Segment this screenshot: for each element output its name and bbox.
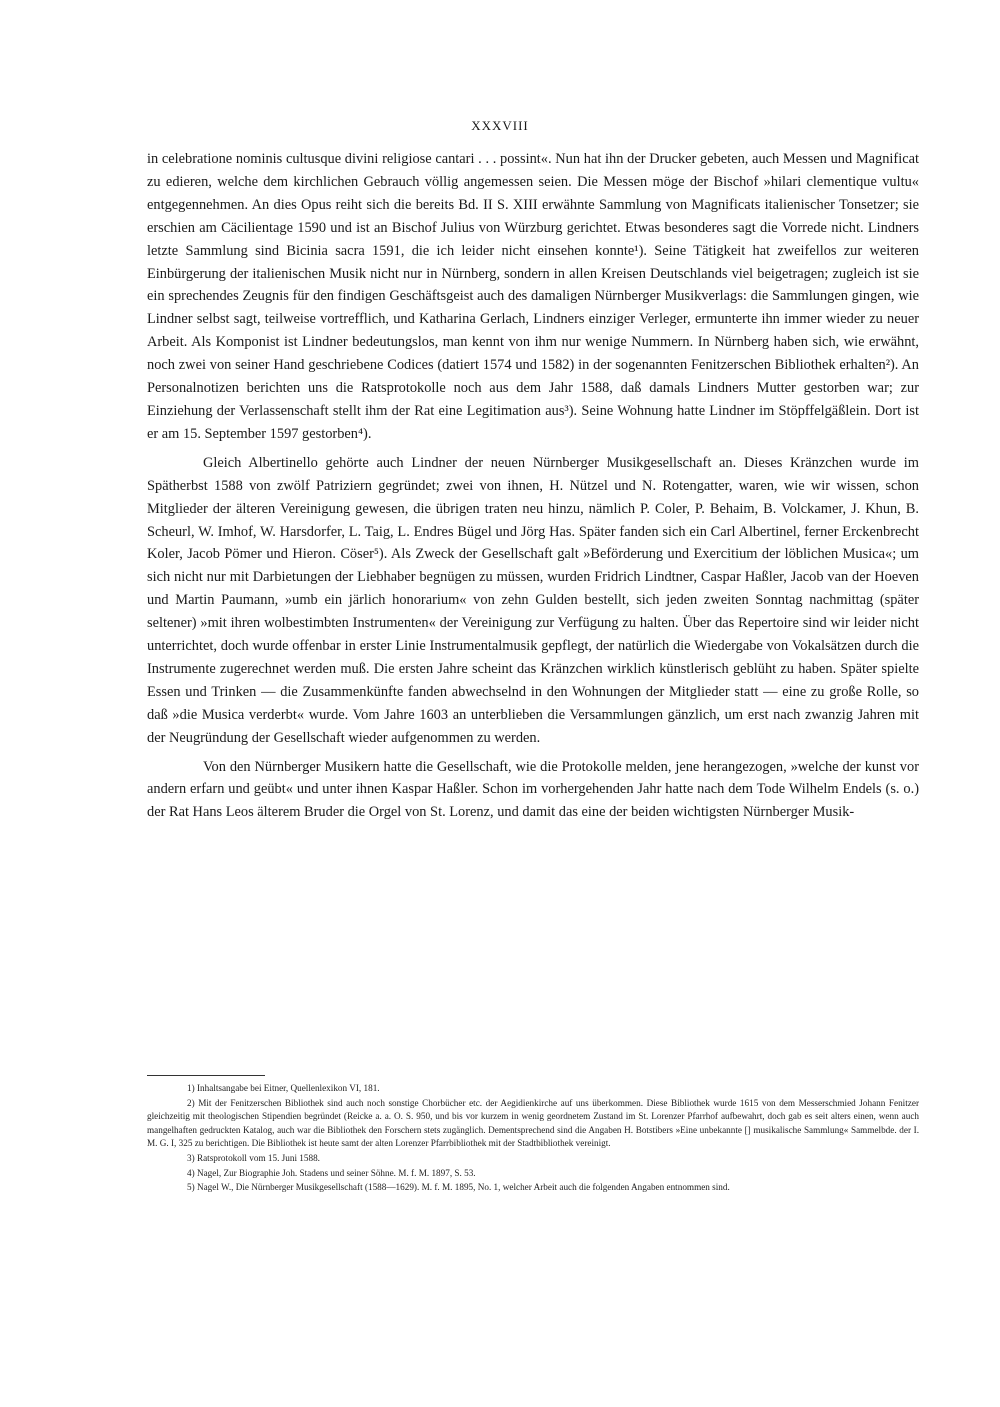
footnote-2: 2) Mit der Fenitzerschen Bibliothek sind auch noch sonstige Chorbücher etc. der Aegidienkirche auf uns überkommen. Diese Bibliothek wurde 1615 von dem Messerschmied Johann Fenitzer gleichzeitig mit theologischen Stipendien begründet (Reicke a. a. O. S. 950, und bis vor kurzem in wenig geordnetem Zustand im St. Lorenzer Pfarrhof aufbewahrt, doch gab es seit alters einen, wenn auch mangelhaften gedruckten Katalog, auch war die Bibliothek den Forschern stets zugänglich. Dementsprechend sind die Angaben H. Botstibers »Eine unbekannte [] musikalische Sammlung« Sammelbde. der I. M. G. I, 325 zu berichtigen. Die Bibliothek ist heute samt der alten Lorenzer Pfarrbibliothek mit der Stadtbibliothek vereinigt.	[147, 1097, 919, 1149]
footnote-4: 4) Nagel, Zur Biographie Joh. Stadens und seiner Söhne. M. f. M. 1897, S. 53.	[187, 1167, 476, 1178]
paragraph-1: in celebratione nominis cultusque divini religiose cantari . . . possint«. Nun hat ihn der Drucker gebeten, auch Messen und Magnificat zu edieren, welche dem kirchlichen Gebrauch völlig angemessen seien. Die Messen möge der Bischof »hilari clementique vultu« entgegennehmen. An dies Opus reiht sich die bereits Bd. II S. XIII erwähnte Sammlung von Magnificats italienischer Tonsetzer; sie erschien am Cäcilientage 1590 und ist an Bischof Julius von Würzburg gerichtet. Etwas besonderes sagt die Vorrede nicht. Lindners letzte Sammlung sind Bicinia sacra 1591, die ich leider nicht einsehen konnte¹). Seine Tätigkeit hat zweifellos zur weiteren Einbürgerung der italienischen Musik nicht nur in Nürnberg, sondern in allen Kreisen Deutschlands viel beigetragen; zugleich ist sie ein sprechendes Zeugnis für den findigen Geschäftsgeist auch des damaligen Nürnberger Musikverlags: die Sammlungen gingen, wie Lindner selbst sagt, teilweise vortrefflich, und Katharina Gerlach, Lindners einziger Verleger, ermunterte ihn immer wieder zu neuer Arbeit. Als Komponist ist Lindner bedeutungslos, man kennt von ihm nur wenige Nummern. In Nürnberg haben sich, wie erwähnt, noch zwei von seiner Hand geschriebene Codices (datiert 1574 und 1582) in der sogenannten Fenitzerschen Bibliothek erhalten²). An Personalnotizen berichten uns die Ratsprotokolle noch aus dem Jahr 1588, daß damals Lindners Mutter gestorben war; zur Einziehung der Verlassenschaft stellt ihm der Rat eine Legitimation aus³). Seine Wohnung hatte Lindner im Stöpffelgäßlein. Dort ist er am 15. September 1597 gestorben⁴).	[147, 151, 919, 442]
footnote-5: 5) Nagel W., Die Nürnberger Musikgesellschaft (1588—1629). M. f. M. 1895, No. 1, welcher Arbeit auch die folgenden Angaben entnommen sind.	[187, 1182, 730, 1193]
paragraph-2: Gleich Albertinello gehörte auch Lindner der neuen Nürnberger Musikgesellschaft an. Dieses Kränzchen wurde im Spätherbst 1588 von zwölf Patriziern gegründet; zwei von ihnen, H. Nützel und N. Rotengatter, waren, wie wir wissen, schon Mitglieder der älteren Vereinigung gewesen, die übrigen traten neu hinzu, nämlich P. Coler, P. Behaim, B. Volckamer, J. Khun, B. Scheurl, W. Imhof, W. Harsdorfer, L. Taig, L. Endres Bügel und Jörg Has. Später fanden sich ein Carl Albertinel, ferner Erckenbrecht Koler, Jacob Pömer und Hieron. Cöser⁵). Als Zweck der Gesellschaft galt »Beförderung und Exercitium der löblichen Musica«; um sich nicht nur mit Darbietungen der Liebhaber begnügen zu müssen, wurden Fridrich Lindtner, Caspar Haßler, Jacob van der Hoeven und Martin Paumann, »umb ein järlich honorarium« von zehn Gulden bestellt, sich jeden zweiten Sonntag nachmittag (später seltener) »mit ihren wolbestimbten Instrumenten« der Vereinigung zur Verfügung zu halten. Über das Repertoire sind wir leider nicht unterrichtet, doch wurde offenbar in erster Linie Instrumentalmusik gepflegt, der natürlich die Wiedergabe von Vokalsätzen durch die Instrumente zugerechnet werden muß. Die ersten Jahre scheint das Kränzchen wirklich künstlerisch geblüht zu haben. Später spielte Essen und Trinken — die Zusammenkünfte fanden abwechselnd in den Wohnungen der Mitglieder statt — eine zu große Rolle, so daß »die Musica verderbt« wurde. Vom Jahre 1603 an unterblieben die Versammlungen gänzlich, um erst nach zwanzig Jahren mit der Neugründung der Gesellschaft wieder aufgenommen zu werden.	[147, 454, 919, 746]
footnote-divider	[147, 1075, 265, 1076]
page-number: XXXVIII	[471, 118, 529, 133]
body-text	[147, 148, 919, 824]
paragraph-3: Von den Nürnberger Musikern hatte die Gesellschaft, wie die Protokolle melden, jene herangezogen, »welche der kunst vor andern erfarn und geübt« und unter ihnen Kaspar Haßler. Schon im vorhergehenden Jahr hatte nach dem Tode Wilhelm Endels (s. o.) der Rat Hans Leos älterem Bruder die Orgel von St. Lorenz, und damit das eine der beiden wichtigsten Nürnberger Musik-	[147, 758, 919, 821]
footnotes	[147, 1082, 919, 1196]
footnote-1: 1) Inhaltsangabe bei Eitner, Quellenlexikon VI, 181.	[187, 1083, 380, 1093]
footnote-3: 3) Ratsprotokoll vom 15. Juni 1588.	[187, 1152, 320, 1163]
